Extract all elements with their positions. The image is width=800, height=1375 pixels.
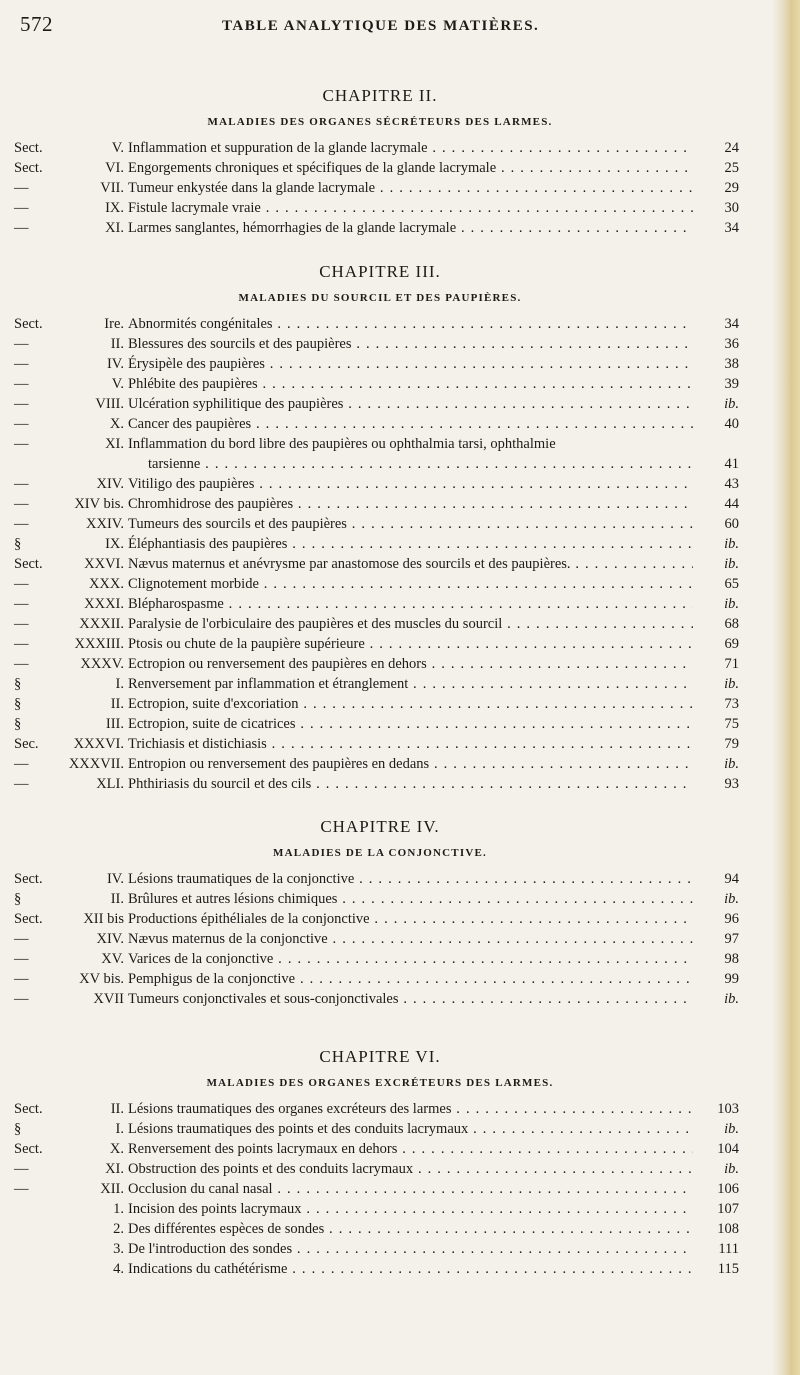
entry-number: IX. <box>105 536 124 552</box>
entry-prefix: — <box>14 616 29 632</box>
entry-page: 25 <box>724 160 739 176</box>
entry-text: Abnormités congénitales . . . <box>128 314 693 334</box>
entry-page: 79 <box>724 736 739 752</box>
entry-prefix: Sec. <box>14 736 39 752</box>
entry-prefix: — <box>14 991 29 1007</box>
toc-entry <box>0 494 760 514</box>
entry-prefix: Sect. <box>14 911 43 927</box>
entry-number: 4. <box>113 1261 124 1277</box>
toc-entry <box>0 394 760 414</box>
entry-prefix: Sect. <box>14 316 43 332</box>
entry-text: Paralysie de l'orbiculaire des paupières et des muscles du sourcil . . . <box>128 614 693 634</box>
entry-text: Chromhidrose des paupières . . . <box>128 494 693 514</box>
entry-text: Érysipèle des paupières . . . <box>128 354 693 374</box>
toc-entry <box>0 454 760 474</box>
toc-entry <box>0 314 760 334</box>
entry-page: 107 <box>717 1201 739 1217</box>
entry-number: XV bis. <box>79 971 124 987</box>
toc-entry <box>0 1219 760 1239</box>
entry-page: 60 <box>724 516 739 532</box>
entry-prefix: — <box>14 1161 29 1177</box>
entry-number: IV. <box>106 871 124 887</box>
entry-number: I. <box>115 1121 124 1137</box>
entry-number: VIII. <box>95 396 124 412</box>
entry-prefix: — <box>14 971 29 987</box>
entry-prefix: Sect. <box>14 1101 43 1117</box>
entry-text: Ectropion, suite de cicatrices . . . <box>128 714 693 734</box>
entry-number: II. <box>110 696 124 712</box>
entry-prefix: — <box>14 1181 29 1197</box>
chapter-6-section <box>0 1047 760 1279</box>
entry-prefix: — <box>14 336 29 352</box>
entry-page: 30 <box>724 200 739 216</box>
toc-entry <box>0 1239 760 1259</box>
entry-page: 68 <box>724 616 739 632</box>
toc-entry <box>0 554 760 574</box>
entry-number: XV. <box>101 951 124 967</box>
toc-entry <box>0 1119 760 1139</box>
entry-page: 98 <box>724 951 739 967</box>
entry-number: XXXII. <box>79 616 124 632</box>
entry-page: ib. <box>724 756 739 772</box>
entry-text: Tumeurs conjonctivales et sous-conjonctivales . . . <box>128 989 693 1009</box>
entry-number: XI. <box>105 1161 124 1177</box>
chapter-subtitle: MALADIES DES ORGANES SÉCRÉTEURS DES LARMES. <box>207 116 553 128</box>
toc-entry <box>0 534 760 554</box>
entry-page: ib. <box>724 676 739 692</box>
entry-prefix: — <box>14 200 29 216</box>
toc-entry <box>0 474 760 494</box>
entry-number: XII. <box>100 1181 124 1197</box>
entry-number: XII bis <box>83 911 124 927</box>
entry-number: XXVI. <box>84 556 124 572</box>
entry-prefix: — <box>14 756 29 772</box>
entry-prefix: — <box>14 376 29 392</box>
entry-number: X. <box>109 416 124 432</box>
entry-number: XIV. <box>96 476 124 492</box>
entry-page: 73 <box>724 696 739 712</box>
toc-entry <box>0 694 760 714</box>
entry-page: 65 <box>724 576 739 592</box>
entry-list <box>0 314 760 794</box>
entry-page: 40 <box>724 416 739 432</box>
chapter-3-section <box>0 262 760 794</box>
entry-page: 94 <box>724 871 739 887</box>
entry-number: XIV bis. <box>74 496 124 512</box>
entry-number: XVII <box>93 991 124 1007</box>
entry-page: ib. <box>724 556 739 572</box>
entry-prefix: — <box>14 776 29 792</box>
entry-text: Entropion ou renversement des paupières en dedans . . . <box>128 754 693 774</box>
entry-text: Lésions traumatiques de la conjonctive . . . <box>128 869 693 889</box>
entry-prefix: § <box>14 696 22 712</box>
entry-text: Lésions traumatiques des organes excréteurs des larmes . . . <box>128 1099 693 1119</box>
entry-page: ib. <box>724 1121 739 1137</box>
entry-text: Nævus maternus de la conjonctive . . . <box>128 929 693 949</box>
entry-number: XXIV. <box>86 516 124 532</box>
entry-prefix: § <box>14 1121 22 1137</box>
entry-text: Blépharospasme . . . <box>128 594 693 614</box>
entry-prefix: Sect. <box>14 140 43 156</box>
toc-entry <box>0 1099 760 1119</box>
entry-text: Indications du cathétérisme . . . <box>128 1259 693 1279</box>
entry-page: 97 <box>724 931 739 947</box>
entry-text: Ectropion, suite d'excoriation . . . <box>128 694 693 714</box>
entry-text: Incision des points lacrymaux . . . <box>128 1199 693 1219</box>
toc-entry <box>0 414 760 434</box>
chapter-subtitle: MALADIES DU SOURCIL ET DES PAUPIÈRES. <box>238 292 522 304</box>
entry-number: X. <box>109 1141 124 1157</box>
entry-page: 43 <box>724 476 739 492</box>
toc-entry <box>0 1199 760 1219</box>
entry-prefix: — <box>14 596 29 612</box>
entry-list <box>0 138 760 238</box>
entry-number: V. <box>111 140 124 156</box>
toc-entry <box>0 869 760 889</box>
entry-page: 75 <box>724 716 739 732</box>
entry-number: IV. <box>106 356 124 372</box>
entry-page: 69 <box>724 636 739 652</box>
entry-number: III. <box>105 716 124 732</box>
entry-page: 106 <box>717 1181 739 1197</box>
entry-text: Inflammation du bord libre des paupières ou ophthalmia tarsi, ophthalmie <box>128 436 556 452</box>
entry-prefix: — <box>14 496 29 512</box>
entry-number: 2. <box>113 1221 124 1237</box>
entry-prefix: — <box>14 656 29 672</box>
toc-entry <box>0 334 760 354</box>
entry-page: 24 <box>724 140 739 156</box>
entry-prefix: — <box>14 476 29 492</box>
entry-number: VII. <box>100 180 124 196</box>
page-number: 572 <box>20 12 53 36</box>
toc-entry <box>0 969 760 989</box>
toc-entry <box>0 514 760 534</box>
entry-text: Clignotement morbide . . . <box>128 574 693 594</box>
toc-entry <box>0 198 760 218</box>
entry-prefix: — <box>14 636 29 652</box>
entry-number: VI. <box>105 160 124 176</box>
toc-entry <box>0 1139 760 1159</box>
chapter-2-section <box>0 86 760 238</box>
entry-number: 3. <box>113 1241 124 1257</box>
entry-number: II. <box>110 336 124 352</box>
toc-entry <box>0 434 760 454</box>
entry-number: IX. <box>105 200 124 216</box>
toc-entry <box>0 754 760 774</box>
entry-number: V. <box>111 376 124 392</box>
entry-page: 41 <box>724 456 739 472</box>
entry-text: Varices de la conjonctive . . . <box>128 949 693 969</box>
toc-entry <box>0 714 760 734</box>
entry-prefix: Sect. <box>14 1141 43 1157</box>
entry-number: XXX. <box>88 576 124 592</box>
entry-text: Lésions traumatiques des points et des conduits lacrymaux . . . <box>128 1119 693 1139</box>
entry-prefix: — <box>14 220 29 236</box>
entry-prefix: — <box>14 416 29 432</box>
chapter-title: CHAPITRE II. <box>322 86 438 105</box>
entry-page: 104 <box>717 1141 739 1157</box>
toc-entry <box>0 909 760 929</box>
toc-entry <box>0 574 760 594</box>
entry-page: 96 <box>724 911 739 927</box>
entry-text: Tumeurs des sourcils et des paupières . . . <box>128 514 693 534</box>
entry-prefix: — <box>14 436 29 452</box>
entry-page: 29 <box>724 180 739 196</box>
entry-prefix: — <box>14 356 29 372</box>
entry-text: Brûlures et autres lésions chimiques . . . <box>128 889 693 909</box>
entry-page: ib. <box>724 991 739 1007</box>
toc-entry <box>0 634 760 654</box>
entry-text: Fistule lacrymale vraie . . . <box>128 198 693 218</box>
toc-entry <box>0 614 760 634</box>
entry-number: XXXV. <box>80 656 124 672</box>
entry-page: 111 <box>718 1241 739 1257</box>
entry-text: Phthiriasis du sourcil et des cils . . . <box>128 774 693 794</box>
entry-number: XIV. <box>96 931 124 947</box>
toc-entry <box>0 734 760 754</box>
entry-page: 44 <box>724 496 739 512</box>
entry-text: Tumeur enkystée dans la glande lacrymale . . . <box>128 178 693 198</box>
entry-page: ib. <box>724 536 739 552</box>
chapter-subtitle: MALADIES DE LA CONJONCTIVE. <box>273 847 487 859</box>
entry-text: Blessures des sourcils et des paupières . . . <box>128 334 693 354</box>
toc-entry <box>0 674 760 694</box>
entry-text: Ulcération syphilitique des paupières . . . <box>128 394 693 414</box>
entry-text: Ptosis ou chute de la paupière supérieure . . . <box>128 634 693 654</box>
entry-page: 115 <box>717 1261 739 1277</box>
toc-entry <box>0 774 760 794</box>
entry-text: Des différentes espèces de sondes . . . <box>128 1219 693 1239</box>
entry-text: Ectropion ou renversement des paupières en dehors . . . <box>128 654 693 674</box>
toc-entry <box>0 374 760 394</box>
entry-page: ib. <box>724 1161 739 1177</box>
entry-prefix: — <box>14 180 29 196</box>
toc-entry <box>0 138 760 158</box>
entry-page: 99 <box>724 971 739 987</box>
entry-text: Obstruction des points et des conduits lacrymaux . . . <box>128 1159 693 1179</box>
entry-page: 34 <box>724 220 739 236</box>
entry-text: Productions épithéliales de la conjonctive . . . <box>128 909 693 929</box>
entry-text: Trichiasis et distichiasis . . . <box>128 734 693 754</box>
entry-number: XI. <box>105 220 124 236</box>
entry-text: tarsienne . . . <box>148 454 693 474</box>
entry-prefix: § <box>14 536 22 552</box>
toc-entry <box>0 1259 760 1279</box>
entry-prefix: § <box>14 891 22 907</box>
entry-prefix: § <box>14 716 22 732</box>
entry-prefix: Sect. <box>14 871 43 887</box>
toc-entry <box>0 929 760 949</box>
toc-entry <box>0 1179 760 1199</box>
entry-number: XLI. <box>96 776 124 792</box>
entry-text: Engorgements chroniques et spécifiques de la glande lacrymale . . . <box>128 158 693 178</box>
entry-text: Larmes sanglantes, hémorrhagies de la glande lacrymale . . . <box>128 218 693 238</box>
entry-prefix: § <box>14 676 22 692</box>
entry-text: Occlusion du canal nasal . . . <box>128 1179 693 1199</box>
entry-prefix: — <box>14 396 29 412</box>
running-head <box>0 8 760 38</box>
entry-text: Nævus maternus et anévrysme par anastomose des sourcils et des paupières. . . . <box>128 554 693 574</box>
entry-prefix: — <box>14 576 29 592</box>
toc-entry <box>0 218 760 238</box>
entry-text: Inflammation et suppuration de la glande lacrymale . . . <box>128 138 693 158</box>
entry-prefix: — <box>14 516 29 532</box>
entry-text: De l'introduction des sondes . . . <box>128 1239 693 1259</box>
entry-prefix: — <box>14 931 29 947</box>
entry-page: 103 <box>717 1101 739 1117</box>
entry-list <box>0 1099 760 1279</box>
entry-text: Renversement des points lacrymaux en dehors . . . <box>128 1139 693 1159</box>
entry-prefix: Sect. <box>14 556 43 572</box>
toc-entry <box>0 889 760 909</box>
toc-entry <box>0 158 760 178</box>
toc-entry <box>0 178 760 198</box>
toc-entry <box>0 1159 760 1179</box>
entry-page: 34 <box>724 316 739 332</box>
entry-page: 93 <box>724 776 739 792</box>
entry-page: ib. <box>724 396 739 412</box>
entry-number: II. <box>110 891 124 907</box>
toc-entry <box>0 949 760 969</box>
entry-list <box>0 869 760 1009</box>
chapter-subtitle: MALADIES DES ORGANES EXCRÉTEURS DES LARMES. <box>206 1077 554 1089</box>
entry-number: XXXIII. <box>74 636 124 652</box>
entry-page: 38 <box>724 356 739 372</box>
entry-text: Éléphantiasis des paupières . . . <box>128 534 693 554</box>
toc-entry <box>0 654 760 674</box>
page-edge-shadow <box>772 0 800 1375</box>
entry-page: ib. <box>724 891 739 907</box>
entry-prefix: Sect. <box>14 160 43 176</box>
running-title: TABLE ANALYTIQUE DES MATIÈRES. <box>222 18 540 34</box>
entry-number: 1. <box>113 1201 124 1217</box>
chapter-title: CHAPITRE III. <box>319 262 441 281</box>
entry-text: Cancer des paupières . . . <box>128 414 693 434</box>
toc-entry <box>0 989 760 1009</box>
entry-text: Pemphigus de la conjonctive . . . <box>128 969 693 989</box>
toc-entry <box>0 354 760 374</box>
chapter-title: CHAPITRE VI. <box>319 1047 441 1066</box>
entry-page: 36 <box>724 336 739 352</box>
entry-page: 71 <box>724 656 739 672</box>
entry-text: Phlébite des paupières . . . <box>128 374 693 394</box>
entry-number: XXXVII. <box>68 756 124 772</box>
entry-number: XI. <box>105 436 124 452</box>
entry-page: 39 <box>724 376 739 392</box>
toc-entry <box>0 594 760 614</box>
chapter-4-section <box>0 817 760 1009</box>
entry-text: Vitiligo des paupières . . . <box>128 474 693 494</box>
entry-text: Renversement par inflammation et étranglement . . . <box>128 674 693 694</box>
entry-page: 108 <box>717 1221 739 1237</box>
entry-number: II. <box>110 1101 124 1117</box>
entry-number: Ire. <box>104 316 124 332</box>
entry-number: XXXVI. <box>73 736 124 752</box>
entry-prefix: — <box>14 951 29 967</box>
entry-page: ib. <box>724 596 739 612</box>
entry-number: XXXI. <box>84 596 124 612</box>
entry-number: I. <box>115 676 124 692</box>
chapter-title: CHAPITRE IV. <box>320 817 440 836</box>
